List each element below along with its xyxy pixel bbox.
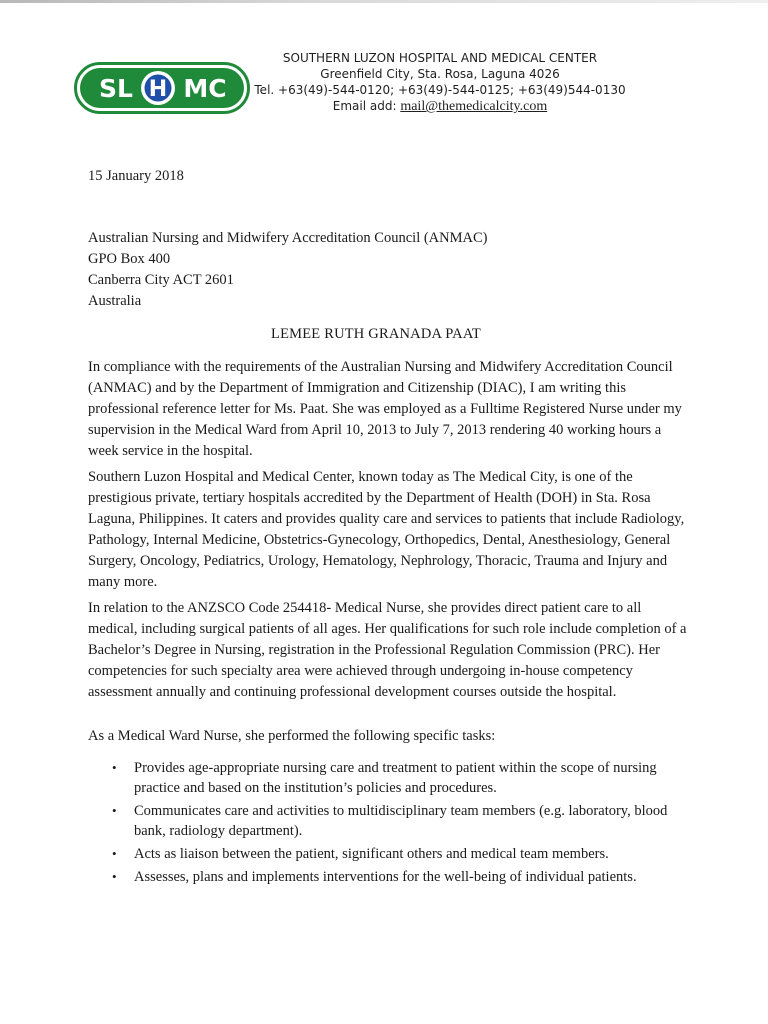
- bullet-icon: •: [112, 760, 117, 775]
- task-text: Communicates care and activities to multidisciplinary team members (e.g. laboratory, blood bank, radiology department).: [134, 803, 668, 839]
- task-text: Acts as liaison between the patient, significant others and medical team members.: [134, 846, 609, 862]
- task-list: [100, 758, 680, 890]
- recipient-line: Australian Nursing and Midwifery Accreditation Council (ANMAC): [88, 230, 488, 246]
- scan-top-edge: [0, 0, 768, 3]
- recipient-line: GPO Box 400: [88, 251, 171, 267]
- recipient-line: Australia: [88, 293, 142, 309]
- org-name: SOUTHERN LUZON HOSPITAL AND MEDICAL CENTER: [282, 51, 598, 65]
- logo-text-mc: MC: [183, 74, 227, 103]
- email-link[interactable]: mail@themedicalcity.com: [400, 99, 548, 114]
- bullet-icon: •: [112, 869, 117, 884]
- list-item: [100, 758, 680, 798]
- list-item: [100, 867, 680, 887]
- org-address: Greenfield City, Sta. Rosa, Laguna 4026: [320, 67, 560, 81]
- paragraph-anzsco: In relation to the ANZSCO Code 254418- Medical Nurse, she provides direct patient care to all medical, including surgical patients of all ages. Her qualifications for such role include completion of a Bachelor’s Degree in Nursing, registration in the Professional Regulation Commission (PRC). Her competencies for such specialty area were achieved through undergoing in-house competency assessment annually and continuing professional development courses outside the hospital.: [88, 600, 687, 700]
- letterhead: [250, 50, 630, 115]
- bullet-icon: •: [112, 846, 117, 861]
- slhmc-logo: [74, 62, 250, 114]
- logo-text-sl: SL: [99, 74, 133, 103]
- recipient-line: Canberra City ACT 2601: [88, 272, 234, 288]
- list-item: [100, 801, 680, 841]
- recipient-address: [88, 228, 688, 312]
- bullet-icon: •: [112, 803, 117, 818]
- logo-text-h: H: [148, 77, 168, 102]
- task-text: Provides age-appropriate nursing care and treatment to patient within the scope of nursing practice and based on the institution’s policies and procedures.: [134, 760, 657, 796]
- email-label: Email add:: [332, 99, 401, 113]
- list-item: [100, 844, 680, 864]
- paragraph-tasks-intro: As a Medical Ward Nurse, she performed the following specific tasks:: [88, 728, 496, 744]
- paragraph-compliance: In compliance with the requirements of the Australian Nursing and Midwifery Accreditation Council (ANMAC) and by the Department of Immigration and Citizenship (DIAC), I am writing this professional reference letter for Ms. Paat. She was employed as a Fulltime Registered Nurse under my supervision in the Medical Ward from April 10, 2013 to July 7, 2013 rendering 40 working hours a week service in the hospital.: [88, 359, 682, 459]
- letter-date: 15 January 2018: [88, 168, 184, 184]
- paragraph-hospital: Southern Luzon Hospital and Medical Center, known today as The Medical City, is one of the prestigious private, tertiary hospitals accredited by the Department of Health (DOH) in Sta. Rosa Laguna, Philippines. It caters and provides quality care and services to patients that include Radiology, Pathology, Internal Medicine, Obstetrics-Gynecology, Orthopedics, Dental, Anesthesiology, General Surgery, Oncology, Pediatrics, Urology, Hematology, Nephrology, Thoracic, Trauma and Injury and many more.: [88, 469, 685, 590]
- letter-subject: LEMEE RUTH GRANADA PAAT: [271, 326, 481, 342]
- org-telephone: Tel. +63(49)-544-0120; +63(49)-544-0125; +63(49)544-0130: [254, 83, 626, 97]
- org-email-line: [250, 98, 630, 115]
- task-text: Assesses, plans and implements interventions for the well-being of individual patients.: [134, 869, 637, 885]
